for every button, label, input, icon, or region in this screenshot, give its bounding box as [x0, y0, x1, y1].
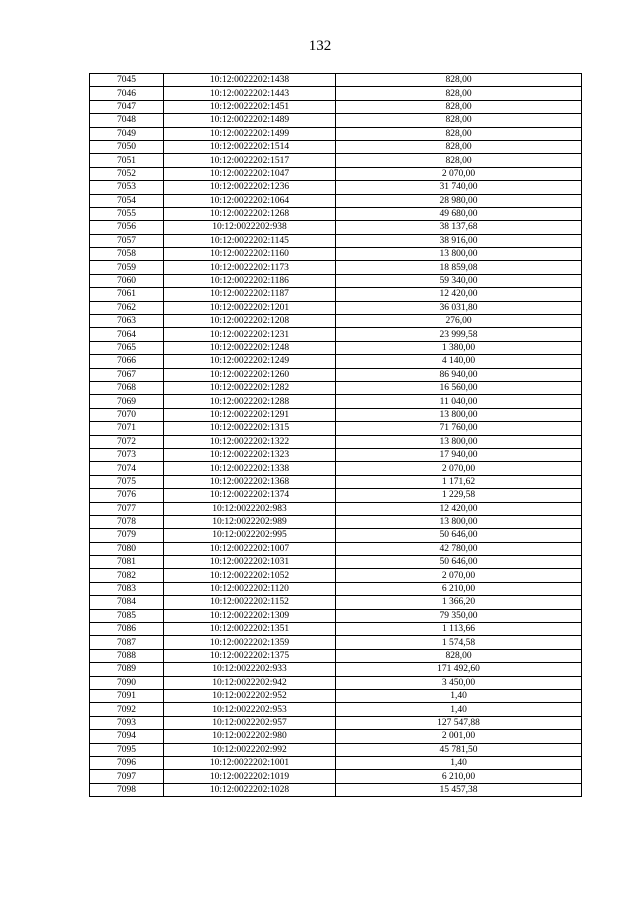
row-number-cell: 7076 [90, 489, 164, 502]
cadastral-number-cell: 10:12:0022202:938 [164, 221, 336, 234]
cadastral-number-cell: 10:12:0022202:1064 [164, 194, 336, 207]
row-number-cell: 7067 [90, 368, 164, 381]
value-cell: 1,40 [336, 689, 582, 702]
table-row [90, 556, 582, 569]
table-row [90, 609, 582, 622]
cadastral-number-cell: 10:12:0022202:1001 [164, 756, 336, 769]
table-row [90, 489, 582, 502]
row-number-cell: 7071 [90, 422, 164, 435]
row-number-cell: 7068 [90, 381, 164, 394]
table-row [90, 582, 582, 595]
value-cell: 59 340,00 [336, 274, 582, 287]
table-row [90, 248, 582, 261]
value-cell: 1 366,20 [336, 596, 582, 609]
table-row [90, 783, 582, 796]
value-cell: 11 040,00 [336, 395, 582, 408]
table-row [90, 315, 582, 328]
row-number-cell: 7062 [90, 301, 164, 314]
value-cell: 1 229,58 [336, 489, 582, 502]
value-cell: 12 420,00 [336, 502, 582, 515]
row-number-cell: 7073 [90, 448, 164, 461]
cadastral-number-cell: 10:12:0022202:1248 [164, 341, 336, 354]
row-number-cell: 7074 [90, 462, 164, 475]
table-row [90, 435, 582, 448]
row-number-cell: 7070 [90, 408, 164, 421]
cadastral-number-cell: 10:12:0022202:1499 [164, 127, 336, 140]
cadastral-number-cell: 10:12:0022202:1152 [164, 596, 336, 609]
table-row [90, 395, 582, 408]
table-row [90, 234, 582, 247]
row-number-cell: 7048 [90, 114, 164, 127]
table-row [90, 462, 582, 475]
cadastral-number-cell: 10:12:0022202:1019 [164, 770, 336, 783]
cadastral-number-cell: 10:12:0022202:1368 [164, 475, 336, 488]
value-cell: 1 171,62 [336, 475, 582, 488]
row-number-cell: 7063 [90, 315, 164, 328]
table-row [90, 114, 582, 127]
value-cell: 276,00 [336, 315, 582, 328]
row-number-cell: 7089 [90, 663, 164, 676]
table-row [90, 649, 582, 662]
value-cell: 12 420,00 [336, 288, 582, 301]
table-row [90, 288, 582, 301]
table-row [90, 623, 582, 636]
row-number-cell: 7047 [90, 100, 164, 113]
table-row [90, 703, 582, 716]
table-row [90, 529, 582, 542]
table-row [90, 689, 582, 702]
row-number-cell: 7082 [90, 569, 164, 582]
row-number-cell: 7078 [90, 515, 164, 528]
cadastral-number-cell: 10:12:0022202:1249 [164, 355, 336, 368]
cadastral-number-cell: 10:12:0022202:1236 [164, 181, 336, 194]
row-number-cell: 7050 [90, 140, 164, 153]
row-number-cell: 7093 [90, 716, 164, 729]
table-row [90, 676, 582, 689]
cadastral-number-cell: 10:12:0022202:1338 [164, 462, 336, 475]
cadastral-number-cell: 10:12:0022202:1514 [164, 140, 336, 153]
row-number-cell: 7087 [90, 636, 164, 649]
value-cell: 127 547,88 [336, 716, 582, 729]
value-cell: 828,00 [336, 114, 582, 127]
value-cell: 16 560,00 [336, 381, 582, 394]
value-cell: 13 800,00 [336, 515, 582, 528]
value-cell: 71 760,00 [336, 422, 582, 435]
cadastral-number-cell: 10:12:0022202:933 [164, 663, 336, 676]
row-number-cell: 7098 [90, 783, 164, 796]
row-number-cell: 7079 [90, 529, 164, 542]
cadastral-number-cell: 10:12:0022202:989 [164, 515, 336, 528]
cadastral-number-cell: 10:12:0022202:1359 [164, 636, 336, 649]
value-cell: 49 680,00 [336, 207, 582, 220]
value-cell: 171 492,60 [336, 663, 582, 676]
cadastral-number-cell: 10:12:0022202:1517 [164, 154, 336, 167]
value-cell: 828,00 [336, 649, 582, 662]
cadastral-number-cell: 10:12:0022202:1007 [164, 542, 336, 555]
cadastral-number-cell: 10:12:0022202:1186 [164, 274, 336, 287]
cadastral-number-cell: 10:12:0022202:1047 [164, 167, 336, 180]
table-row [90, 167, 582, 180]
table-row [90, 475, 582, 488]
table-row [90, 221, 582, 234]
cadastral-number-cell: 10:12:0022202:1052 [164, 569, 336, 582]
value-cell: 828,00 [336, 100, 582, 113]
table-row [90, 770, 582, 783]
value-cell: 828,00 [336, 140, 582, 153]
table-row [90, 301, 582, 314]
cadastral-number-cell: 10:12:0022202:1309 [164, 609, 336, 622]
row-number-cell: 7054 [90, 194, 164, 207]
row-number-cell: 7096 [90, 756, 164, 769]
cadastral-table [89, 73, 582, 797]
row-number-cell: 7097 [90, 770, 164, 783]
table-row [90, 87, 582, 100]
value-cell: 86 940,00 [336, 368, 582, 381]
value-cell: 1 380,00 [336, 341, 582, 354]
value-cell: 828,00 [336, 127, 582, 140]
table-row [90, 181, 582, 194]
cadastral-number-cell: 10:12:0022202:1438 [164, 74, 336, 87]
row-number-cell: 7091 [90, 689, 164, 702]
row-number-cell: 7080 [90, 542, 164, 555]
cadastral-number-cell: 10:12:0022202:1231 [164, 328, 336, 341]
cadastral-number-cell: 10:12:0022202:1173 [164, 261, 336, 274]
table-row [90, 636, 582, 649]
cadastral-number-cell: 10:12:0022202:942 [164, 676, 336, 689]
row-number-cell: 7057 [90, 234, 164, 247]
row-number-cell: 7072 [90, 435, 164, 448]
value-cell: 1 574,58 [336, 636, 582, 649]
row-number-cell: 7095 [90, 743, 164, 756]
cadastral-number-cell: 10:12:0022202:1443 [164, 87, 336, 100]
cadastral-number-cell: 10:12:0022202:983 [164, 502, 336, 515]
value-cell: 828,00 [336, 154, 582, 167]
row-number-cell: 7056 [90, 221, 164, 234]
value-cell: 23 999,58 [336, 328, 582, 341]
table-row [90, 261, 582, 274]
table-row [90, 154, 582, 167]
table-row [90, 542, 582, 555]
row-number-cell: 7053 [90, 181, 164, 194]
row-number-cell: 7061 [90, 288, 164, 301]
cadastral-number-cell: 10:12:0022202:992 [164, 743, 336, 756]
table-row [90, 355, 582, 368]
row-number-cell: 7066 [90, 355, 164, 368]
cadastral-number-cell: 10:12:0022202:1028 [164, 783, 336, 796]
value-cell: 4 140,00 [336, 355, 582, 368]
cadastral-number-cell: 10:12:0022202:957 [164, 716, 336, 729]
value-cell: 6 210,00 [336, 770, 582, 783]
row-number-cell: 7088 [90, 649, 164, 662]
row-number-cell: 7064 [90, 328, 164, 341]
row-number-cell: 7060 [90, 274, 164, 287]
row-number-cell: 7083 [90, 582, 164, 595]
table-row [90, 127, 582, 140]
cadastral-number-cell: 10:12:0022202:1323 [164, 448, 336, 461]
cadastral-number-cell: 10:12:0022202:1120 [164, 582, 336, 595]
cadastral-number-cell: 10:12:0022202:1489 [164, 114, 336, 127]
table-row [90, 74, 582, 87]
value-cell: 45 781,50 [336, 743, 582, 756]
cadastral-number-cell: 10:12:0022202:980 [164, 730, 336, 743]
row-number-cell: 7086 [90, 623, 164, 636]
value-cell: 31 740,00 [336, 181, 582, 194]
row-number-cell: 7046 [90, 87, 164, 100]
cadastral-number-cell: 10:12:0022202:1291 [164, 408, 336, 421]
cadastral-number-cell: 10:12:0022202:1315 [164, 422, 336, 435]
value-cell: 6 210,00 [336, 582, 582, 595]
row-number-cell: 7049 [90, 127, 164, 140]
table-row [90, 368, 582, 381]
row-number-cell: 7092 [90, 703, 164, 716]
value-cell: 36 031,80 [336, 301, 582, 314]
row-number-cell: 7090 [90, 676, 164, 689]
row-number-cell: 7081 [90, 556, 164, 569]
cadastral-number-cell: 10:12:0022202:1375 [164, 649, 336, 662]
value-cell: 2 070,00 [336, 462, 582, 475]
cadastral-number-cell: 10:12:0022202:1160 [164, 248, 336, 261]
value-cell: 1,40 [336, 756, 582, 769]
value-cell: 15 457,38 [336, 783, 582, 796]
table-body [90, 74, 582, 797]
row-number-cell: 7075 [90, 475, 164, 488]
table-row [90, 194, 582, 207]
value-cell: 2 001,00 [336, 730, 582, 743]
value-cell: 50 646,00 [336, 529, 582, 542]
page-number: 132 [308, 38, 332, 54]
table-row [90, 515, 582, 528]
cadastral-number-cell: 10:12:0022202:953 [164, 703, 336, 716]
row-number-cell: 7052 [90, 167, 164, 180]
table-row [90, 381, 582, 394]
value-cell: 28 980,00 [336, 194, 582, 207]
value-cell: 3 450,00 [336, 676, 582, 689]
cadastral-number-cell: 10:12:0022202:1208 [164, 315, 336, 328]
table-row [90, 596, 582, 609]
value-cell: 13 800,00 [336, 435, 582, 448]
table-row [90, 140, 582, 153]
cadastral-number-cell: 10:12:0022202:952 [164, 689, 336, 702]
table-row [90, 274, 582, 287]
cadastral-number-cell: 10:12:0022202:1268 [164, 207, 336, 220]
table-row [90, 422, 582, 435]
cadastral-number-cell: 10:12:0022202:1201 [164, 301, 336, 314]
row-number-cell: 7059 [90, 261, 164, 274]
value-cell: 18 859,08 [336, 261, 582, 274]
row-number-cell: 7058 [90, 248, 164, 261]
table-row [90, 663, 582, 676]
cadastral-number-cell: 10:12:0022202:1145 [164, 234, 336, 247]
table-row [90, 100, 582, 113]
row-number-cell: 7069 [90, 395, 164, 408]
value-cell: 2 070,00 [336, 167, 582, 180]
cadastral-number-cell: 10:12:0022202:1187 [164, 288, 336, 301]
cadastral-number-cell: 10:12:0022202:1451 [164, 100, 336, 113]
row-number-cell: 7065 [90, 341, 164, 354]
row-number-cell: 7051 [90, 154, 164, 167]
cadastral-number-cell: 10:12:0022202:1374 [164, 489, 336, 502]
value-cell: 42 780,00 [336, 542, 582, 555]
table-row [90, 730, 582, 743]
table-row [90, 716, 582, 729]
value-cell: 828,00 [336, 87, 582, 100]
row-number-cell: 7085 [90, 609, 164, 622]
row-number-cell: 7045 [90, 74, 164, 87]
value-cell: 1,40 [336, 703, 582, 716]
cadastral-number-cell: 10:12:0022202:1282 [164, 381, 336, 394]
table-row [90, 341, 582, 354]
table-row [90, 743, 582, 756]
row-number-cell: 7055 [90, 207, 164, 220]
value-cell: 828,00 [336, 74, 582, 87]
table-row [90, 408, 582, 421]
value-cell: 13 800,00 [336, 408, 582, 421]
row-number-cell: 7094 [90, 730, 164, 743]
cadastral-number-cell: 10:12:0022202:1322 [164, 435, 336, 448]
table-row [90, 448, 582, 461]
value-cell: 50 646,00 [336, 556, 582, 569]
table-row [90, 207, 582, 220]
cadastral-number-cell: 10:12:0022202:1351 [164, 623, 336, 636]
cadastral-number-cell: 10:12:0022202:1260 [164, 368, 336, 381]
row-number-cell: 7077 [90, 502, 164, 515]
value-cell: 2 070,00 [336, 569, 582, 582]
cadastral-number-cell: 10:12:0022202:1031 [164, 556, 336, 569]
table-row [90, 502, 582, 515]
table-row [90, 328, 582, 341]
cadastral-number-cell: 10:12:0022202:1288 [164, 395, 336, 408]
value-cell: 38 916,00 [336, 234, 582, 247]
cadastral-number-cell: 10:12:0022202:995 [164, 529, 336, 542]
row-number-cell: 7084 [90, 596, 164, 609]
value-cell: 13 800,00 [336, 248, 582, 261]
value-cell: 1 113,66 [336, 623, 582, 636]
value-cell: 17 940,00 [336, 448, 582, 461]
value-cell: 38 137,68 [336, 221, 582, 234]
table-row [90, 569, 582, 582]
value-cell: 79 350,00 [336, 609, 582, 622]
table-row [90, 756, 582, 769]
